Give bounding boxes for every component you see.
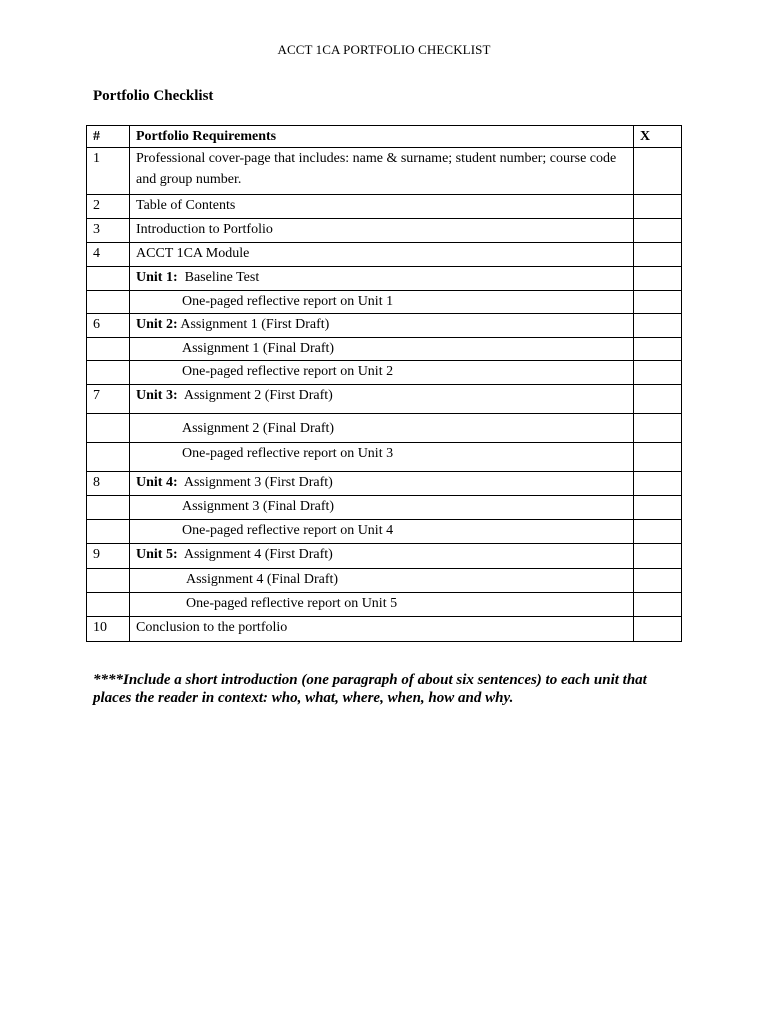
unit-label: Unit 4:	[136, 475, 178, 490]
unit-label: Unit 3:	[136, 388, 178, 403]
check-cell[interactable]	[634, 385, 682, 414]
table-row	[87, 148, 682, 195]
check-cell[interactable]	[634, 593, 682, 617]
requirement-text: Introduction to Portfolio	[136, 222, 273, 237]
requirement-text: Assignment 3 (Final Draft)	[182, 499, 335, 514]
table-row	[87, 569, 682, 593]
row-number	[87, 267, 130, 291]
requirement-text: Professional cover-page that includes: name & surname; student number; course code and group number.	[136, 151, 617, 187]
requirement-text: One-paged reflective report on Unit 5	[186, 596, 398, 611]
requirement-cell	[130, 243, 634, 267]
requirement-cell	[130, 414, 634, 443]
table-row	[87, 195, 682, 219]
requirement-text: Assignment 2 (First Draft)	[177, 388, 333, 403]
table-row	[87, 314, 682, 338]
check-cell[interactable]	[634, 291, 682, 314]
table-header-row	[87, 126, 682, 148]
unit-label: Unit 2:	[136, 317, 178, 332]
row-number	[87, 338, 130, 361]
check-cell[interactable]	[634, 148, 682, 195]
column-header-check: X	[634, 126, 682, 148]
requirement-cell	[130, 148, 634, 195]
requirement-cell	[130, 267, 634, 291]
table-row	[87, 544, 682, 569]
column-header-number: #	[87, 126, 130, 148]
row-number	[87, 593, 130, 617]
instruction-note: ****Include a short introduction (one paragraph of about six sentences) to each unit that places the reader in context: who, what, where, when, how and why.	[93, 672, 647, 706]
requirement-text: One-paged reflective report on Unit 4	[182, 523, 394, 538]
check-cell[interactable]	[634, 338, 682, 361]
check-cell[interactable]	[634, 414, 682, 443]
row-number: 9	[87, 544, 130, 569]
row-number	[87, 496, 130, 520]
requirement-text: Conclusion to the portfolio	[136, 620, 288, 635]
table-row	[87, 219, 682, 243]
requirement-cell	[130, 617, 634, 642]
requirement-text: Table of Contents	[136, 198, 236, 213]
check-cell[interactable]	[634, 267, 682, 291]
row-number	[87, 291, 130, 314]
check-cell[interactable]	[634, 617, 682, 642]
unit-label: Unit 1:	[136, 270, 178, 285]
check-cell[interactable]	[634, 361, 682, 385]
check-cell[interactable]	[634, 520, 682, 544]
check-cell[interactable]	[634, 219, 682, 243]
row-number	[87, 443, 130, 472]
column-header-requirements: Portfolio Requirements	[130, 126, 634, 148]
requirement-text: ACCT 1CA Module	[136, 246, 250, 261]
check-cell[interactable]	[634, 314, 682, 338]
requirement-text: Assignment 4 (Final Draft)	[186, 572, 339, 587]
row-number: 4	[87, 243, 130, 267]
check-cell[interactable]	[634, 243, 682, 267]
requirement-cell	[130, 219, 634, 243]
requirement-text: Assignment 3 (First Draft)	[177, 475, 333, 490]
table-row	[87, 496, 682, 520]
table-row	[87, 385, 682, 414]
table-row	[87, 291, 682, 314]
requirement-text: Baseline Test	[177, 270, 260, 285]
requirement-text: One-paged reflective report on Unit 1	[182, 294, 394, 309]
row-number: 7	[87, 385, 130, 414]
unit-label: Unit 5:	[136, 547, 178, 562]
row-number: 10	[87, 617, 130, 642]
row-number	[87, 520, 130, 544]
requirement-cell	[130, 593, 634, 617]
requirement-cell	[130, 569, 634, 593]
requirement-text: Assignment 1 (First Draft)	[177, 317, 330, 332]
table-row	[87, 243, 682, 267]
requirement-text: Assignment 1 (Final Draft)	[182, 341, 335, 356]
requirement-cell	[130, 385, 634, 414]
table-row	[87, 593, 682, 617]
check-cell[interactable]	[634, 569, 682, 593]
requirement-cell	[130, 544, 634, 569]
requirement-cell	[130, 314, 634, 338]
portfolio-checklist-table	[86, 125, 682, 642]
row-number: 3	[87, 219, 130, 243]
check-cell[interactable]	[634, 443, 682, 472]
requirement-cell	[130, 520, 634, 544]
table-row	[87, 338, 682, 361]
row-number	[87, 361, 130, 385]
page-title: Portfolio Checklist	[93, 88, 214, 104]
check-cell[interactable]	[634, 472, 682, 496]
row-number: 8	[87, 472, 130, 496]
table-row	[87, 617, 682, 642]
row-number: 2	[87, 195, 130, 219]
table-row	[87, 267, 682, 291]
row-number: 6	[87, 314, 130, 338]
check-cell[interactable]	[634, 496, 682, 520]
requirement-text: Assignment 2 (Final Draft)	[182, 421, 335, 436]
check-cell[interactable]	[634, 544, 682, 569]
table-row	[87, 414, 682, 443]
requirement-cell	[130, 443, 634, 472]
table-row	[87, 361, 682, 385]
table-row	[87, 443, 682, 472]
requirement-text: Assignment 4 (First Draft)	[177, 547, 333, 562]
requirement-cell	[130, 496, 634, 520]
check-cell[interactable]	[634, 195, 682, 219]
requirement-text: One-paged reflective report on Unit 3	[182, 446, 394, 461]
requirement-cell	[130, 195, 634, 219]
requirement-cell	[130, 472, 634, 496]
requirement-cell	[130, 291, 634, 314]
requirement-cell	[130, 338, 634, 361]
page-header: ACCT 1CA PORTFOLIO CHECKLIST	[277, 42, 491, 57]
requirement-cell	[130, 361, 634, 385]
table-row	[87, 520, 682, 544]
requirement-text: One-paged reflective report on Unit 2	[182, 364, 394, 379]
row-number	[87, 414, 130, 443]
row-number: 1	[87, 148, 130, 195]
row-number	[87, 569, 130, 593]
table-row	[87, 472, 682, 496]
